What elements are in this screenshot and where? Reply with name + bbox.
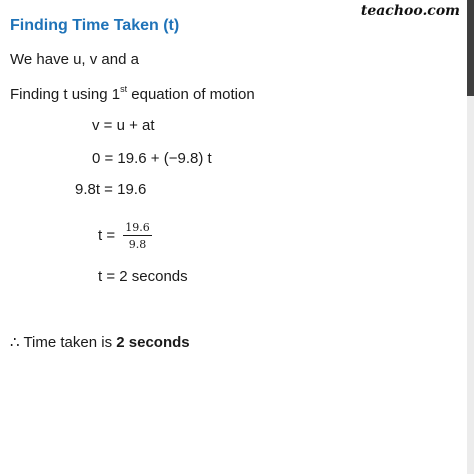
equation-3: 9.8t = 19.6 [75, 181, 147, 198]
fraction [123, 221, 152, 251]
equation-4-prefix: t = [98, 226, 116, 244]
section-heading: Finding Time Taken (t) [10, 17, 180, 34]
conclusion-line [10, 333, 190, 351]
conclusion-answer: 2 seconds [116, 334, 190, 351]
fraction-denominator: 9.8 [128, 238, 147, 251]
given-line: We have u, v and a [10, 51, 139, 68]
equation-2: 0 = 19.6 + (−9.8) t [92, 150, 212, 167]
conclusion-prefix: ∴ Time taken is [10, 334, 117, 351]
scrollbar-thumb[interactable] [467, 0, 474, 96]
method-superscript: st [120, 84, 128, 94]
equation-1: v = u + at [92, 117, 155, 134]
scrollbar[interactable] [467, 0, 474, 474]
method-suffix: equation of motion [127, 86, 255, 103]
equation-5: t = 2 seconds [98, 268, 188, 285]
method-prefix: Finding t using 1 [10, 86, 121, 103]
fraction-numerator: 19.6 [125, 221, 150, 234]
watermark-logo: teachoo.com [360, 3, 460, 19]
method-line [10, 85, 255, 103]
equation-4 [98, 221, 152, 251]
